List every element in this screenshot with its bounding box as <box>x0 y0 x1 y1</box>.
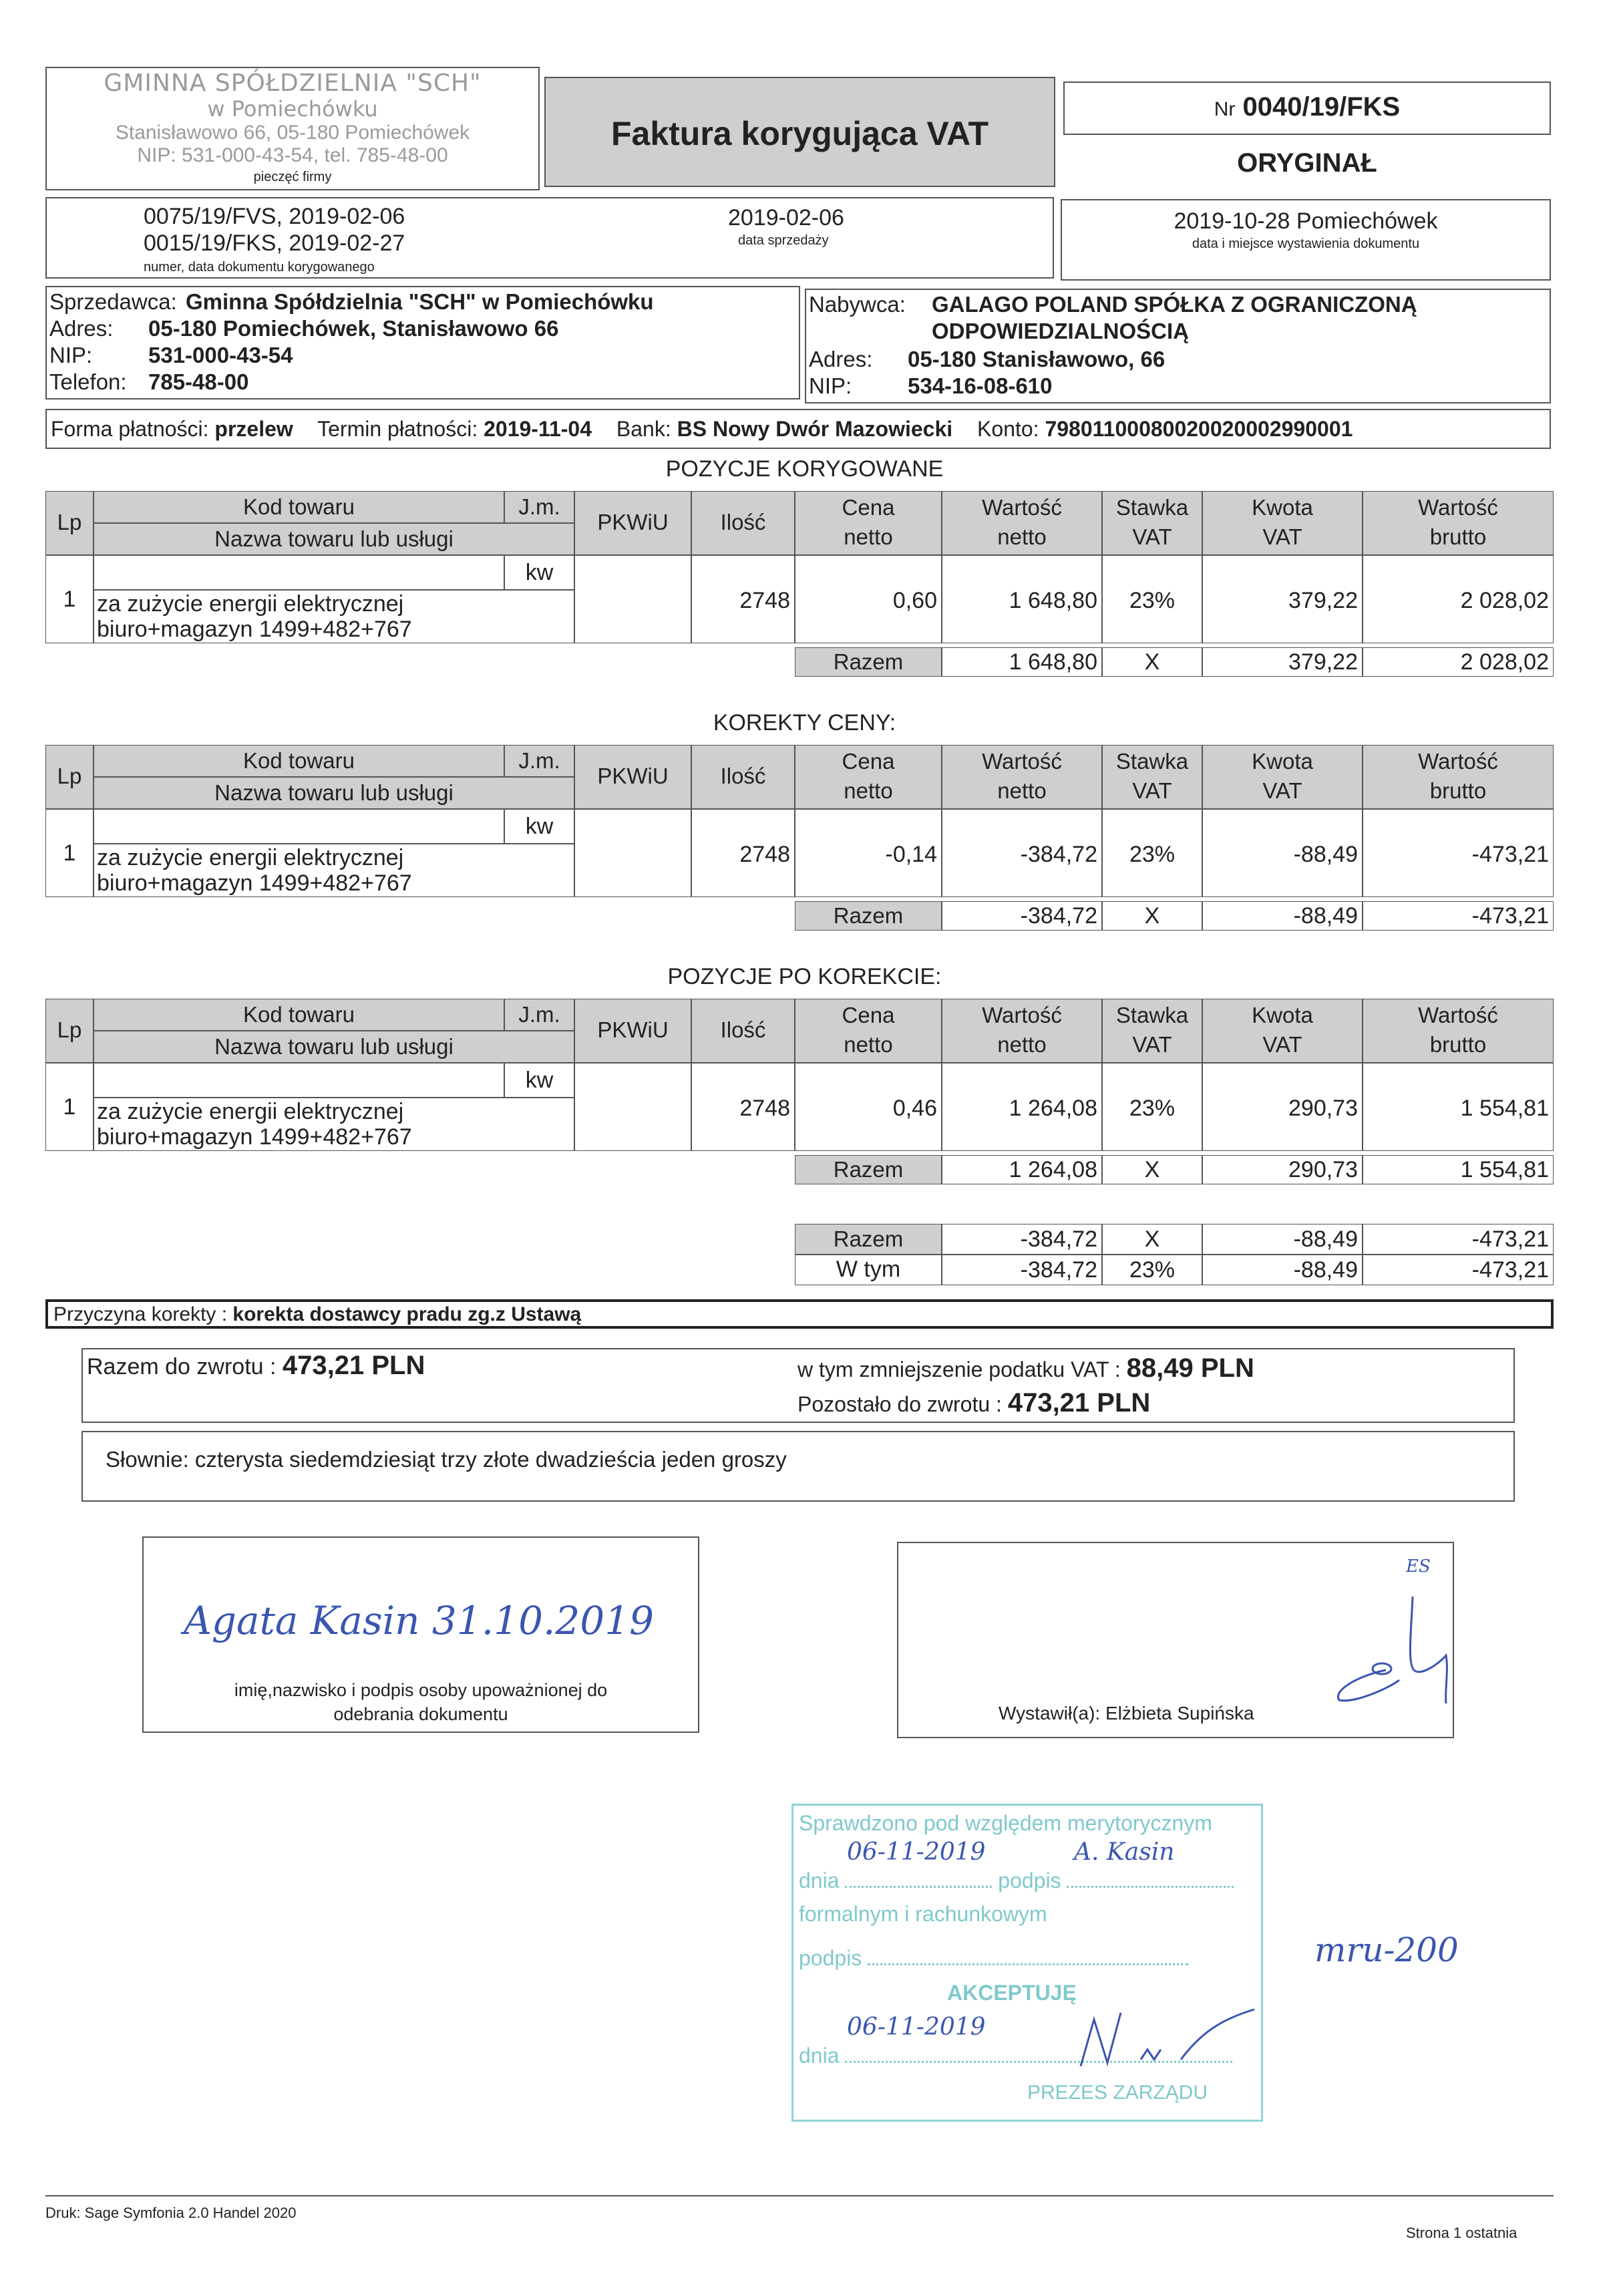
col-header-kwota-vat-line-2: VAT <box>1262 778 1302 803</box>
row-stawka-value: 23% <box>1129 588 1176 613</box>
issuer-signature-initials: ES <box>1406 1556 1431 1577</box>
total-netto <box>942 647 1102 677</box>
corrected-docs-caption: numer, data dokumentu korygowanego <box>144 260 375 275</box>
refund-remaining-label: Pozostało do zwrotu : <box>797 1392 1002 1416</box>
stamp-line-1: GMINNA SPÓŁDZIELNIA "SCH" <box>104 69 482 97</box>
total-brutto <box>1363 1155 1554 1184</box>
row-vat-value: 379,22 <box>1288 588 1358 613</box>
col-header-cena-line-2: netto <box>844 1032 893 1057</box>
col-header-jm <box>504 491 574 523</box>
col-header-cena-line-2: netto <box>844 524 893 549</box>
row-jm-value: kw <box>525 560 554 585</box>
col-header-wartosc-brutto <box>1363 999 1554 1063</box>
seller-box <box>45 286 800 399</box>
col-header-wartosc-netto <box>942 999 1102 1063</box>
buyer-name-line-1: GALAGO POLAND SPÓŁKA Z OGRANICZONĄ <box>932 292 1417 317</box>
approval-line-3: formalnym i rachunkowym <box>799 1902 1047 1926</box>
refund-total-value: 473,21 PLN <box>282 1351 425 1380</box>
col-header-nazwa <box>94 777 574 809</box>
summary-of_which-brutto-value: -473,21 <box>1471 1257 1549 1283</box>
col-header-wartosc-brutto-line-2: brutto <box>1429 1032 1487 1057</box>
col-header-ilosc-label: Ilość <box>720 1017 766 1042</box>
issue-date-box <box>1061 199 1551 281</box>
total-stawka-value: X <box>1144 1157 1160 1182</box>
total-brutto <box>1363 647 1554 677</box>
col-header-nazwa-label: Nazwa towaru lub usługi <box>214 1034 454 1059</box>
approval-date-1-row <box>799 1868 1234 1893</box>
col-header-ilosc-label: Ilość <box>720 510 766 534</box>
sale-date-caption: data sprzedaży <box>738 233 829 248</box>
col-header-lp <box>45 745 94 809</box>
stamp-caption: pieczęć firmy <box>253 170 332 184</box>
col-header-kwota-vat-line-2: VAT <box>1262 1032 1302 1057</box>
refund-vat <box>797 1353 1254 1383</box>
approval-stamp <box>791 1804 1263 2122</box>
col-header-stawka-line-2: VAT <box>1132 1032 1172 1057</box>
approval-signature-1: A. Kasin <box>1074 1838 1175 1866</box>
summary-of_which-label-text: W tym <box>836 1257 901 1282</box>
col-header-wartosc-netto-line-1: Wartość <box>982 749 1062 774</box>
correction-reason-value: korekta dostawcy pradu zg.z Ustawą <box>232 1303 582 1325</box>
approval-date-1-value: 06-11-2019 <box>847 1838 986 1866</box>
row-lp <box>45 555 94 643</box>
row-ilosc-value: 2748 <box>739 588 790 613</box>
payment-due: 2019-11-04 <box>484 417 592 441</box>
payment-box <box>45 409 1551 449</box>
side-note-handwriting: mru-200 <box>1314 1931 1459 1969</box>
col-header-kod-label: Kod towaru <box>243 1002 355 1027</box>
row-brutto <box>1363 1063 1554 1151</box>
col-header-pkwiu-label: PKWiU <box>597 764 669 788</box>
col-header-lp <box>45 999 94 1063</box>
summary-of_which-vat-value: -88,49 <box>1293 1257 1358 1283</box>
corrected-doc-2: 0015/19/FKS, 2019-02-27 <box>144 230 405 256</box>
col-header-kwota-vat-line-1: Kwota <box>1252 495 1313 520</box>
col-header-wartosc-netto-line-2: netto <box>997 524 1047 549</box>
approval-accept: AKCEPTUJĘ <box>947 1981 1077 2005</box>
col-header-wartosc-brutto-line-1: Wartość <box>1418 1003 1498 1027</box>
col-header-stawka-line-2: VAT <box>1132 524 1172 549</box>
col-header-kod-label: Kod towaru <box>243 494 355 519</box>
summary-total-label-text: Razem <box>833 1226 904 1251</box>
president-signature-scribble <box>1074 2006 1261 2073</box>
section-title: POZYCJE PO KOREKCIE: <box>667 964 942 989</box>
refund-vat-value: 88,49 PLN <box>1126 1353 1254 1383</box>
row-cena-value: 0,46 <box>892 1096 937 1121</box>
summary-of_which-vat <box>1202 1255 1363 1285</box>
row-ilosc <box>691 555 795 643</box>
row-netto <box>942 555 1102 643</box>
row-ilosc-value: 2748 <box>739 842 790 867</box>
total-label-text: Razem <box>833 903 904 928</box>
row-netto-value: -384,72 <box>1020 842 1097 867</box>
bank-label: Bank: <box>616 417 671 441</box>
col-header-jm <box>504 999 574 1031</box>
row-netto <box>942 1063 1102 1151</box>
total-vat <box>1202 1155 1363 1184</box>
receiver-caption-1: imię,nazwisko i podpis osoby upoważnionej do <box>234 1680 608 1700</box>
col-header-kod <box>94 745 504 777</box>
seller-address-label: Adres: <box>49 316 114 341</box>
summary-total-brutto <box>1363 1224 1554 1255</box>
buyer-address: 05-180 Stanisławowo, 66 <box>908 347 1166 371</box>
total-netto-value: -384,72 <box>1020 903 1097 929</box>
col-header-pkwiu <box>574 745 691 809</box>
col-header-cena <box>795 745 942 809</box>
row-lp <box>45 1063 94 1151</box>
summary-of_which-netto-value: -384,72 <box>1020 1257 1097 1283</box>
row-brutto-value: -473,21 <box>1471 842 1549 867</box>
issuer-signature-box <box>897 1542 1454 1738</box>
col-header-ilosc <box>691 999 795 1063</box>
col-header-cena-line-1: Cena <box>842 1003 895 1027</box>
col-header-stawka-line-1: Stawka <box>1115 495 1189 520</box>
col-header-stawka-line-1: Stawka <box>1115 1003 1189 1027</box>
seller-nip: 531-000-43-54 <box>148 343 293 367</box>
col-header-ilosc <box>691 745 795 809</box>
col-header-stawka <box>1102 491 1202 555</box>
col-header-jm-label: J.m. <box>518 748 560 773</box>
row-brutto <box>1363 809 1554 897</box>
correction-reason <box>53 1303 581 1326</box>
document-title: Faktura korygująca VAT <box>611 115 989 152</box>
col-header-kwota-vat-line-1: Kwota <box>1252 1003 1313 1027</box>
seller-address: 05-180 Pomiechówek, Stanisławowo 66 <box>148 316 559 341</box>
row-jm-value: kw <box>525 814 554 839</box>
row-name <box>94 844 574 897</box>
receiver-signature-handwriting: Agata Kasin 31.10.2019 <box>184 1598 655 1643</box>
summary-total-stawka-value: X <box>1144 1226 1160 1252</box>
summary-of_which-label <box>795 1255 942 1285</box>
total-brutto <box>1363 901 1554 931</box>
row-netto-value: 1 264,08 <box>1009 1096 1097 1121</box>
row-lp-value: 1 <box>63 1094 76 1120</box>
copy-type: ORYGINAŁ <box>1237 148 1377 178</box>
summary-total-brutto-value: -473,21 <box>1471 1226 1549 1252</box>
summary-of_which-brutto <box>1363 1255 1554 1285</box>
col-header-jm-label: J.m. <box>518 494 560 519</box>
row-brutto <box>1363 555 1554 643</box>
total-brutto-value: -473,21 <box>1471 903 1549 929</box>
col-header-wartosc-netto <box>942 745 1102 809</box>
total-vat-value: 379,22 <box>1288 649 1358 675</box>
total-stawka-value: X <box>1144 649 1160 675</box>
row-kod <box>94 809 504 844</box>
footer-divider <box>45 2195 1554 2196</box>
row-kod <box>94 555 504 590</box>
col-header-pkwiu-label: PKWiU <box>597 510 669 534</box>
total-vat-value: -88,49 <box>1293 903 1358 929</box>
col-header-wartosc-netto-line-2: netto <box>997 778 1047 803</box>
row-cena-value: 0,60 <box>892 588 937 613</box>
col-header-wartosc-brutto-line-1: Wartość <box>1418 495 1498 520</box>
row-name <box>94 1098 574 1151</box>
approval-line-1: Sprawdzono pod względem merytorycznym <box>799 1811 1212 1835</box>
row-vat-value: -88,49 <box>1293 842 1358 867</box>
col-header-nazwa <box>94 1031 574 1063</box>
summary-total-vat <box>1202 1224 1363 1255</box>
col-header-kod-label: Kod towaru <box>243 748 355 773</box>
col-header-cena <box>795 999 942 1063</box>
total-brutto-value: 1 554,81 <box>1460 1157 1549 1182</box>
document-number-prefix: Nr <box>1214 98 1236 120</box>
row-name-line-1: za zużycie energii elektrycznej <box>97 591 404 617</box>
col-header-nazwa-label: Nazwa towaru lub usługi <box>214 780 454 805</box>
approval-signature-2-row <box>799 1946 1188 1970</box>
issue-date-place: 2019-10-28 Pomiechówek <box>1174 208 1438 234</box>
col-header-cena-line-2: netto <box>844 778 893 803</box>
col-header-kod <box>94 491 504 523</box>
col-header-wartosc-netto-line-2: netto <box>997 1032 1047 1057</box>
payment-method-label: Forma płatności: <box>51 417 209 441</box>
stamp-line-2: w Pomiechówku <box>207 96 378 122</box>
col-header-kwota-vat <box>1202 491 1363 555</box>
buyer-label: Nabywca: <box>809 292 906 317</box>
col-header-kwota-vat <box>1202 745 1363 809</box>
approval-dnia-1-label: dnia <box>799 1868 840 1893</box>
issuer-label: Wystawił(a): Elżbieta Supińska <box>999 1703 1254 1724</box>
seller-label: Sprzedawca: <box>49 289 177 314</box>
row-brutto-value: 1 554,81 <box>1460 1096 1549 1121</box>
payment-due-label: Termin płatności: <box>317 417 478 441</box>
row-vat-value: 290,73 <box>1288 1096 1358 1121</box>
total-vat <box>1202 647 1363 677</box>
col-header-wartosc-brutto <box>1363 491 1554 555</box>
col-header-lp-label: Lp <box>57 510 82 534</box>
section-title: POZYCJE KORYGOWANE <box>665 456 944 482</box>
buyer-nip: 534-16-08-610 <box>908 373 1053 398</box>
buyer-nip-label: NIP: <box>809 373 852 398</box>
buyer-box <box>805 289 1551 403</box>
account-label: Konto: <box>977 417 1039 441</box>
approval-podpis-1-label: podpis <box>998 1868 1061 1893</box>
col-header-nazwa-label: Nazwa towaru lub usługi <box>214 526 454 551</box>
col-header-cena-line-1: Cena <box>842 495 895 520</box>
total-stawka-value: X <box>1144 903 1160 929</box>
document-number-box <box>1063 81 1551 135</box>
row-cena-value: -0,14 <box>885 842 937 867</box>
col-header-wartosc-netto-line-1: Wartość <box>982 495 1062 520</box>
row-jm <box>504 1063 574 1098</box>
approval-date-2-value: 06-11-2019 <box>847 2013 986 2041</box>
footer-print-info: Druk: Sage Symfonia 2.0 Handel 2020 <box>45 2204 297 2221</box>
col-header-lp-label: Lp <box>57 764 82 788</box>
col-header-ilosc <box>691 491 795 555</box>
total-netto <box>942 901 1102 931</box>
total-vat <box>1202 901 1363 931</box>
col-header-cena-line-1: Cena <box>842 749 895 774</box>
row-cena <box>795 1063 942 1151</box>
total-netto-value: 1 264,08 <box>1009 1157 1097 1182</box>
total-label <box>795 1155 942 1184</box>
col-header-kod <box>94 999 504 1031</box>
col-header-jm-label: J.m. <box>518 1002 560 1027</box>
total-stawka <box>1102 901 1202 931</box>
col-header-wartosc-netto-line-1: Wartość <box>982 1003 1062 1027</box>
row-pkwiu <box>574 809 691 897</box>
row-name-line-2: biuro+magazyn 1499+482+767 <box>97 870 412 896</box>
row-ilosc <box>691 1063 795 1151</box>
row-stawka <box>1102 1063 1202 1151</box>
refund-vat-label: w tym zmniejszenie podatku VAT : <box>797 1357 1121 1381</box>
row-name-line-2: biuro+magazyn 1499+482+767 <box>97 1124 412 1150</box>
approval-dnia-2-label: dnia <box>799 2043 840 2068</box>
col-header-wartosc-brutto <box>1363 745 1554 809</box>
row-brutto-value: 2 028,02 <box>1460 588 1549 613</box>
amount-in-words: Słownie: czterysta siedemdziesiąt trzy złote dwadzieścia jeden groszy <box>106 1447 787 1472</box>
bank-name: BS Nowy Dwór Mazowiecki <box>677 417 953 441</box>
col-header-nazwa <box>94 523 574 555</box>
refund-remaining-value: 473,21 PLN <box>1007 1388 1151 1418</box>
buyer-name-line-2: ODPOWIEDZIALNOŚCIĄ <box>932 319 1189 343</box>
col-header-kwota-vat-line-2: VAT <box>1262 524 1302 549</box>
col-header-stawka <box>1102 745 1202 809</box>
document-number-value: 0040/19/FKS <box>1242 92 1401 122</box>
issue-caption: data i miejsce wystawienia dokumentu <box>1192 236 1420 251</box>
total-label <box>795 901 942 931</box>
receiver-caption-2: odebrania dokumentu <box>333 1704 508 1724</box>
row-name-line-1: za zużycie energii elektrycznej <box>97 1099 404 1124</box>
summary-of_which-stawka-value: 23% <box>1129 1257 1176 1283</box>
row-jm <box>504 809 574 844</box>
footer-page-info: Strona 1 ostatnia <box>1406 2225 1517 2241</box>
row-pkwiu <box>574 1063 691 1151</box>
row-netto-value: 1 648,80 <box>1009 588 1097 613</box>
summary-total-netto <box>942 1224 1102 1255</box>
total-label-text: Razem <box>833 649 904 674</box>
col-header-ilosc-label: Ilość <box>720 764 766 788</box>
summary-of_which-stawka <box>1102 1255 1202 1285</box>
row-ilosc <box>691 809 795 897</box>
refund-remaining <box>797 1388 1150 1418</box>
summary-of_which-netto <box>942 1255 1102 1285</box>
seller-nip-label: NIP: <box>49 343 93 367</box>
col-header-pkwiu <box>574 491 691 555</box>
row-jm-value: kw <box>525 1068 554 1093</box>
total-vat-value: 290,73 <box>1288 1157 1358 1182</box>
col-header-wartosc-brutto-line-2: brutto <box>1429 524 1487 549</box>
corrected-documents-box <box>45 197 1054 279</box>
col-header-kwota-vat <box>1202 999 1363 1063</box>
col-header-wartosc-brutto-line-1: Wartość <box>1418 749 1498 774</box>
col-header-lp <box>45 491 94 555</box>
row-cena <box>795 555 942 643</box>
row-stawka <box>1102 809 1202 897</box>
approval-podpis-2-label: podpis <box>799 1946 862 1970</box>
seller-phone-label: Telefon: <box>49 369 127 394</box>
col-header-stawka <box>1102 999 1202 1063</box>
corrected-doc-1: 0075/19/FVS, 2019-02-06 <box>144 204 405 229</box>
row-pkwiu <box>574 555 691 643</box>
row-vat <box>1202 555 1363 643</box>
seller-phone: 785-48-00 <box>148 369 249 394</box>
col-header-wartosc-brutto-line-2: brutto <box>1429 778 1487 803</box>
sale-date: 2019-02-06 <box>728 205 844 230</box>
seller-name: Gminna Spółdzielnia "SCH" w Pomiechówku <box>186 289 654 314</box>
payment-line <box>51 417 1353 442</box>
col-header-wartosc-netto <box>942 491 1102 555</box>
row-stawka-value: 23% <box>1129 1096 1176 1121</box>
col-header-pkwiu <box>574 999 691 1063</box>
col-header-kwota-vat-line-1: Kwota <box>1252 749 1313 774</box>
col-header-jm <box>504 745 574 777</box>
stamp-line-3: Stanisławowo 66, 05-180 Pomiechówek <box>115 122 470 144</box>
row-vat <box>1202 809 1363 897</box>
refund-total-label: Razem do zwrotu : <box>87 1354 277 1379</box>
stamp-line-4: NIP: 531-000-43-54, tel. 785-48-00 <box>137 144 448 166</box>
refund-box <box>81 1348 1515 1423</box>
row-netto <box>942 809 1102 897</box>
row-name <box>94 590 574 643</box>
row-lp-value: 1 <box>63 587 76 612</box>
row-vat <box>1202 1063 1363 1151</box>
summary-total-vat-value: -88,49 <box>1293 1226 1358 1252</box>
row-stawka-value: 23% <box>1129 842 1176 867</box>
row-jm <box>504 555 574 590</box>
row-cena <box>795 809 942 897</box>
col-header-stawka-line-2: VAT <box>1132 778 1172 803</box>
document-number <box>1065 92 1550 122</box>
total-netto-value: 1 648,80 <box>1009 649 1097 675</box>
document-title-box <box>544 77 1055 187</box>
row-kod <box>94 1063 504 1098</box>
col-header-pkwiu-label: PKWiU <box>597 1017 669 1042</box>
company-stamp-box <box>45 67 540 190</box>
col-header-cena <box>795 491 942 555</box>
total-label <box>795 647 942 677</box>
buyer-address-label: Adres: <box>809 347 873 371</box>
account-number: 79801100080020020002990001 <box>1045 417 1353 441</box>
total-stawka <box>1102 647 1202 677</box>
total-label-text: Razem <box>833 1157 904 1182</box>
col-header-stawka-line-1: Stawka <box>1115 749 1189 774</box>
row-ilosc-value: 2748 <box>739 1096 790 1121</box>
amount-in-words-box <box>81 1431 1515 1502</box>
row-name-line-1: za zużycie energii elektrycznej <box>97 845 404 870</box>
row-lp-value: 1 <box>63 840 76 866</box>
row-name-line-2: biuro+magazyn 1499+482+767 <box>97 617 412 642</box>
total-brutto-value: 2 028,02 <box>1460 649 1549 675</box>
refund-total <box>87 1351 425 1381</box>
section-title: KOREKTY CENY: <box>713 710 896 735</box>
row-lp <box>45 809 94 897</box>
col-header-lp-label: Lp <box>57 1017 82 1042</box>
summary-total-netto-value: -384,72 <box>1020 1226 1097 1252</box>
total-stawka <box>1102 1155 1202 1184</box>
total-netto <box>942 1155 1102 1184</box>
approval-role: PREZES ZARZĄDU <box>1027 2082 1208 2104</box>
correction-reason-box <box>45 1299 1554 1329</box>
row-stawka <box>1102 555 1202 643</box>
payment-method: przelew <box>214 417 293 441</box>
issuer-signature-scribble <box>1312 1597 1453 1703</box>
summary-total-stawka <box>1102 1224 1202 1255</box>
correction-reason-label: Przyczyna korekty : <box>53 1303 228 1325</box>
summary-total-label <box>795 1224 942 1255</box>
receiver-signature-box <box>142 1536 699 1733</box>
